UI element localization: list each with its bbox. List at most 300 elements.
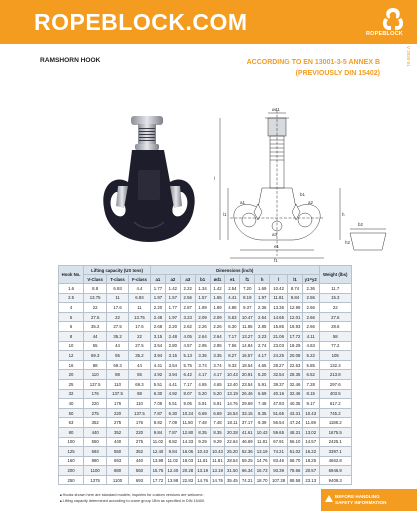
table-cell: 18.25	[302, 456, 319, 466]
table-cell: 745.2	[319, 408, 352, 418]
table-cell: 8.27	[225, 351, 240, 361]
table-cell: 1.6	[59, 284, 84, 294]
table-cell: 8.07	[180, 389, 195, 399]
table-cell: 27.5	[84, 312, 107, 322]
table-cell: 5.20	[210, 389, 225, 399]
table-cell: 66.34	[240, 466, 255, 476]
table-cell: 3.94	[151, 351, 166, 361]
table-cell: 880	[84, 456, 107, 466]
table-cell: 33.15	[240, 408, 255, 418]
table-cell: 176	[128, 418, 150, 428]
table-cell: 13.19	[255, 447, 270, 457]
table-cell: 14.84	[240, 341, 255, 351]
table-cell: 2.56	[180, 293, 195, 303]
label-a2: a2	[308, 200, 314, 205]
table-cell: 7.48	[195, 418, 210, 428]
table-row	[59, 427, 352, 437]
table-cell: 110	[84, 370, 107, 380]
table-cell: 56.10	[288, 437, 303, 447]
table-cell: 1.97	[165, 312, 180, 322]
table-cell: 69.3	[128, 379, 150, 389]
table-cell: 7.48	[210, 418, 225, 428]
table-cell: 41.61	[240, 427, 255, 437]
table-row	[59, 293, 352, 303]
table-cell: 2.20	[165, 322, 180, 332]
table-cell: 44	[84, 331, 107, 341]
table-cell: 37.17	[240, 418, 255, 428]
version-code: V 2020-01	[406, 46, 411, 67]
table-cell: 2.26	[195, 322, 210, 332]
column-header: a2	[165, 275, 180, 284]
table-cell: 1.42	[165, 284, 180, 294]
table-cell: 32.46	[288, 389, 303, 399]
table-cell: 403.5	[319, 389, 352, 399]
table-row	[59, 379, 352, 389]
table-cell: 6.93	[107, 284, 129, 294]
table-cell: 5.13	[180, 351, 195, 361]
table-cell: 2.36	[302, 284, 319, 294]
table-cell: 176	[107, 399, 129, 409]
label-h: h	[342, 212, 345, 217]
table-cell: 617.2	[319, 399, 352, 409]
table-cell: 14.65	[270, 312, 288, 322]
table-cell: 20.28	[180, 466, 195, 476]
table-cell: 1.89	[195, 303, 210, 313]
table-cell: 1.89	[210, 303, 225, 313]
table-cell: 440	[84, 427, 107, 437]
table-cell: 18.03	[180, 456, 195, 466]
table-cell: 35.2	[128, 351, 150, 361]
table-cell: 2.26	[210, 322, 225, 332]
table-cell: 5.85	[302, 360, 319, 370]
table-row	[59, 322, 352, 332]
table-cell: 275	[107, 418, 129, 428]
table-cell: 880	[107, 466, 129, 476]
table-cell: 7.17	[225, 331, 240, 341]
table-cell: 19.29	[288, 341, 303, 351]
table-cell: 6.30	[225, 322, 240, 332]
table-cell: 5.51	[151, 379, 166, 389]
table-cell: 6.30	[165, 408, 180, 418]
table-cell: 74.21	[240, 475, 255, 485]
table-cell: 6946.9	[319, 466, 352, 476]
warning-icon	[325, 495, 333, 502]
table-cell: 22	[128, 331, 150, 341]
table-cell: 3.15	[151, 331, 166, 341]
table-cell: 6.93	[128, 293, 150, 303]
table-cell: 13.27	[240, 331, 255, 341]
table-cell: 32.54	[270, 370, 288, 380]
column-header: a3	[180, 275, 195, 284]
table-cell: 1.34	[195, 284, 210, 294]
table-cell: 6.52	[302, 370, 319, 380]
table-cell: 22.63	[288, 360, 303, 370]
header-dimensions: Dimensions (inch)	[151, 266, 320, 275]
table-cell: 11.81	[255, 437, 270, 447]
table-cell: 8.19	[240, 293, 255, 303]
table-cell: 110	[107, 379, 129, 389]
table-cell: 2.80	[165, 341, 180, 351]
table-cell: 2.64	[255, 312, 270, 322]
table-cell: 17.6	[107, 303, 129, 313]
column-header: ød1	[210, 275, 225, 284]
table-cell: 11	[128, 303, 150, 313]
table-cell: 14.33	[180, 437, 195, 447]
table-cell: 11.69	[302, 418, 319, 428]
table-cell: 3.23	[255, 331, 270, 341]
table-cell: 6.42	[180, 370, 195, 380]
table-cell: 22.64	[225, 437, 240, 447]
table-cell: 44	[128, 360, 150, 370]
table-cell: 220	[107, 408, 129, 418]
table-cell: 4.65	[255, 360, 270, 370]
table-cell: 11.7	[319, 284, 352, 294]
footnotes	[60, 492, 205, 504]
table-cell: 25.20	[225, 447, 240, 457]
table-cell: 13.19	[210, 466, 225, 476]
table-cell: 4.41	[151, 360, 166, 370]
table-cell: 13.75	[128, 312, 150, 322]
table-cell: 55	[107, 351, 129, 361]
label-a1: a1	[240, 200, 246, 205]
table-cell: 5.22	[302, 351, 319, 361]
table-cell: 3.74	[210, 360, 225, 370]
table-cell: 10.43	[195, 447, 210, 457]
table-cell: 20.28	[225, 427, 240, 437]
table-cell: 3.35	[210, 351, 225, 361]
table-cell: 7.87	[151, 408, 166, 418]
table-cell: 3.23	[180, 312, 195, 322]
table-cell: 1100	[84, 466, 107, 476]
table-cell: 5.63	[225, 312, 240, 322]
table-cell: 4662.8	[319, 456, 352, 466]
technical-drawing	[200, 108, 390, 263]
table-cell: 13.19	[225, 389, 240, 399]
table-cell: 352	[84, 418, 107, 428]
table-cell: 1375	[84, 475, 107, 485]
table-cell: 6.69	[255, 389, 270, 399]
table-cell: 9.84	[165, 447, 180, 457]
table-row	[59, 360, 352, 370]
table-cell: 275	[128, 437, 150, 447]
table-cell: 220	[128, 427, 150, 437]
table-cell: 11.81	[195, 456, 210, 466]
table-cell: 77.2	[319, 341, 352, 351]
table-cell: 2.56	[302, 293, 319, 303]
table-cell: 4.57	[180, 341, 195, 351]
table-cell: 13.02	[302, 427, 319, 437]
table-cell: 4.88	[225, 303, 240, 313]
table-cell: 7.48	[255, 399, 270, 409]
table-cell: 2.64	[210, 331, 225, 341]
table-row	[59, 331, 352, 341]
table-cell: 8	[59, 331, 84, 341]
table-cell: 3.54	[165, 360, 180, 370]
table-row	[59, 475, 352, 485]
table-cell: 5.51	[165, 399, 180, 409]
table-cell: 14.76	[210, 475, 225, 485]
specification-table	[58, 265, 352, 485]
table-cell: 20	[59, 370, 84, 380]
table-cell: 9.29	[210, 437, 225, 447]
table-row	[59, 351, 352, 361]
table-cell: 11.50	[180, 418, 195, 428]
table-cell: 7.56	[225, 341, 240, 351]
table-cell: 2.48	[151, 312, 166, 322]
table-cell: 160	[59, 456, 84, 466]
table-cell: 9.84	[151, 427, 166, 437]
table-cell: 11	[107, 293, 129, 303]
table-cell: 440	[107, 437, 129, 447]
table-cell: 2425.1	[319, 437, 352, 447]
table-cell: 5.91	[195, 399, 210, 409]
table-cell: 1675.5	[319, 427, 352, 437]
table-cell: 9.05	[180, 399, 195, 409]
table-cell: 12.40	[165, 466, 180, 476]
header-lifting: Lifting capacity (US tons)	[84, 266, 151, 275]
table-cell: 8.74	[288, 284, 303, 294]
table-cell: 2.87	[180, 303, 195, 313]
table-cell: 10.43	[225, 370, 240, 380]
table-cell: 50	[59, 408, 84, 418]
table-cell: 132.3	[319, 360, 352, 370]
table-cell: 11.81	[210, 456, 225, 466]
column-header: l	[270, 275, 288, 284]
table-cell: 61.02	[288, 447, 303, 457]
label-e1: e1	[274, 244, 280, 249]
label-b2: b2	[358, 222, 364, 227]
column-header: f1	[240, 275, 255, 284]
table-cell: 3.94	[165, 370, 180, 380]
table-cell: 26.46	[240, 389, 255, 399]
table-cell: 5	[59, 312, 84, 322]
table-cell: 4.11	[302, 331, 319, 341]
table-cell: 13.98	[165, 475, 180, 485]
table-cell: 7.09	[151, 399, 166, 409]
table-cell: 4	[59, 303, 84, 313]
column-header: y1=y2	[302, 275, 319, 284]
table-cell: 125	[59, 447, 84, 457]
table-cell: 550	[84, 437, 107, 447]
table-cell: 27.6	[319, 312, 352, 322]
table-cell: 93.39	[270, 466, 288, 476]
table-row	[59, 389, 352, 399]
table-cell: 3.15	[165, 351, 180, 361]
table-cell: 27.5	[128, 341, 150, 351]
table-cell: 32.46	[288, 379, 303, 389]
table-cell: 8.35	[210, 427, 225, 437]
table-cell: 1.77	[165, 303, 180, 313]
table-cell: 1.42	[210, 284, 225, 294]
table-cell: 55	[128, 370, 150, 380]
table-cell: 59.25	[240, 456, 255, 466]
table-cell: 20.08	[288, 351, 303, 361]
product-title: RAMSHORN HOOK	[40, 57, 101, 64]
table-cell: 10	[59, 341, 84, 351]
table-cell: 13.98	[151, 456, 166, 466]
table-cell: 17.72	[151, 475, 166, 485]
table-cell: 1.77	[151, 284, 166, 294]
table-cell: 12.40	[151, 447, 166, 457]
table-cell: 67.91	[270, 437, 288, 447]
table-cell: 4.05	[180, 331, 195, 341]
table-cell: 17.72	[288, 331, 303, 341]
table-cell: 550	[128, 466, 150, 476]
table-cell: 17.6	[128, 322, 150, 332]
table-cell: 28.54	[225, 456, 240, 466]
table-cell: 88	[107, 370, 129, 380]
table-cell: 40	[59, 399, 84, 409]
logo-text: ROPEBLOCK	[366, 31, 403, 37]
table-cell: 5.75	[180, 360, 195, 370]
table-cell: 16.54	[225, 408, 240, 418]
table-cell: 440	[128, 456, 150, 466]
table-cell: 176	[84, 389, 107, 399]
table-row	[59, 408, 352, 418]
table-cell: 14.57	[302, 437, 319, 447]
table-cell: 2.36	[255, 303, 270, 313]
table-cell: 1.57	[165, 293, 180, 303]
table-cell: 4.65	[210, 379, 225, 389]
table-cell: 110	[128, 399, 150, 409]
table-cell: 5.91	[255, 379, 270, 389]
table-cell: 8.15	[302, 389, 319, 399]
table-cell: 1.97	[151, 293, 166, 303]
table-cell: 21.06	[270, 331, 288, 341]
table-cell: 15.75	[151, 466, 166, 476]
table-cell: 78.66	[288, 466, 303, 476]
hook-illustration	[94, 112, 204, 262]
table-cell: 48.31	[288, 427, 303, 437]
table-cell: 23.54	[240, 379, 255, 389]
table-cell: 28.35	[288, 370, 303, 380]
table-cell: 80	[59, 427, 84, 437]
table-cell: 2.66	[302, 303, 319, 313]
column-header: h	[255, 275, 270, 284]
table-cell: 24.25	[270, 351, 288, 361]
table-cell: 69.3	[107, 360, 129, 370]
table-cell: 2.5	[59, 293, 84, 303]
table-cell: 15.3	[319, 293, 352, 303]
table-cell: 10.24	[180, 408, 195, 418]
table-cell: 52.36	[240, 447, 255, 457]
table-cell: 7.09	[165, 418, 180, 428]
table-cell: 100	[59, 437, 84, 447]
table-cell: 5.20	[255, 370, 270, 380]
table-cell: 11.02	[165, 456, 180, 466]
table-cell: 9.29	[195, 437, 210, 447]
table-cell: 107.28	[270, 475, 288, 485]
safety-info-badge[interactable]: BEFORE HANDLING SAFETY INFORMATION	[321, 489, 417, 511]
table-cell: 6	[59, 322, 84, 332]
table-cell: 3.35	[195, 351, 210, 361]
table-cell: 13.75	[84, 293, 107, 303]
table-cell: 9.39	[255, 418, 270, 428]
table-cell: 58	[319, 331, 352, 341]
column-header: a1	[151, 275, 166, 284]
table-cell: 18.11	[225, 418, 240, 428]
table-cell: 275	[84, 408, 107, 418]
table-cell: 35.2	[107, 331, 129, 341]
table-row	[59, 370, 352, 380]
table-cell: 74.21	[270, 447, 288, 457]
table-cell: 16	[59, 360, 84, 370]
table-cell: 20.57	[302, 466, 319, 476]
table-cell: 56.54	[270, 418, 288, 428]
header-weight: Weight (lbs)	[319, 266, 352, 284]
table-cell: 3.54	[151, 341, 166, 351]
label-f1: f1	[274, 258, 278, 263]
table-cell: 59.65	[270, 427, 288, 437]
table-cell: 31.50	[225, 466, 240, 476]
table-cell: 2.85	[255, 322, 270, 332]
table-cell: 9409.3	[319, 475, 352, 485]
table-cell: 27.5	[107, 322, 129, 332]
table-cell: 47.83	[270, 399, 288, 409]
table-cell: 4.41	[225, 293, 240, 303]
table-cell: 9.84	[288, 293, 303, 303]
table-cell: 10.47	[240, 312, 255, 322]
table-cell: 14.76	[225, 399, 240, 409]
table-cell: 40.35	[288, 399, 303, 409]
table-cell: 88.58	[288, 475, 303, 485]
table-cell: 2.09	[210, 312, 225, 322]
table-cell: 11.85	[240, 322, 255, 332]
column-header: F-class	[128, 275, 150, 284]
table-row	[59, 399, 352, 409]
table-cell: 1188.2	[319, 418, 352, 428]
table-cell: 18.70	[255, 475, 270, 485]
table-cell: 9.33	[225, 360, 240, 370]
table-cell: 28.6	[319, 322, 352, 332]
table-cell: 51.65	[270, 408, 288, 418]
label-l: l	[214, 176, 215, 181]
table-cell: 137.5	[84, 379, 107, 389]
table-cell: 55	[84, 341, 107, 351]
label-l1: l1	[223, 212, 227, 217]
table-cell: 12	[59, 351, 84, 361]
table-cell: 10.43	[210, 447, 225, 457]
table-cell: 39.37	[270, 379, 288, 389]
table-row	[59, 303, 352, 313]
table-cell: 1.97	[255, 293, 270, 303]
table-cell: 2.54	[225, 284, 240, 294]
table-cell: 46.69	[240, 437, 255, 447]
table-cell: 8.8	[84, 284, 107, 294]
footnote: ■ Lifting capacity determined according to crane group 1Bm as specified in DIN 15400.	[60, 498, 205, 504]
table-cell: 352	[128, 447, 150, 457]
column-header: b1	[195, 275, 210, 284]
table-cell: 4.4	[128, 284, 150, 294]
table-cell: 9.37	[240, 303, 255, 313]
table-cell: 5.20	[195, 389, 210, 399]
table-cell: 83.46	[270, 456, 288, 466]
table-cell: 12.80	[180, 427, 195, 437]
header-hook-no: Hook No.	[59, 266, 84, 284]
table-cell: 16.06	[180, 447, 195, 457]
table-cell: 2.64	[195, 331, 210, 341]
table-cell: 4.17	[255, 351, 270, 361]
table-cell: 22	[84, 303, 107, 313]
table-cell: 4.41	[165, 379, 180, 389]
table-cell: 40.16	[270, 389, 288, 399]
table-cell: 14.76	[195, 475, 210, 485]
table-row	[59, 437, 352, 447]
table-cell: 18.54	[240, 360, 255, 370]
table-cell: 137.5	[128, 408, 150, 418]
table-cell: 6.69	[210, 408, 225, 418]
table-cell: 63	[59, 418, 84, 428]
